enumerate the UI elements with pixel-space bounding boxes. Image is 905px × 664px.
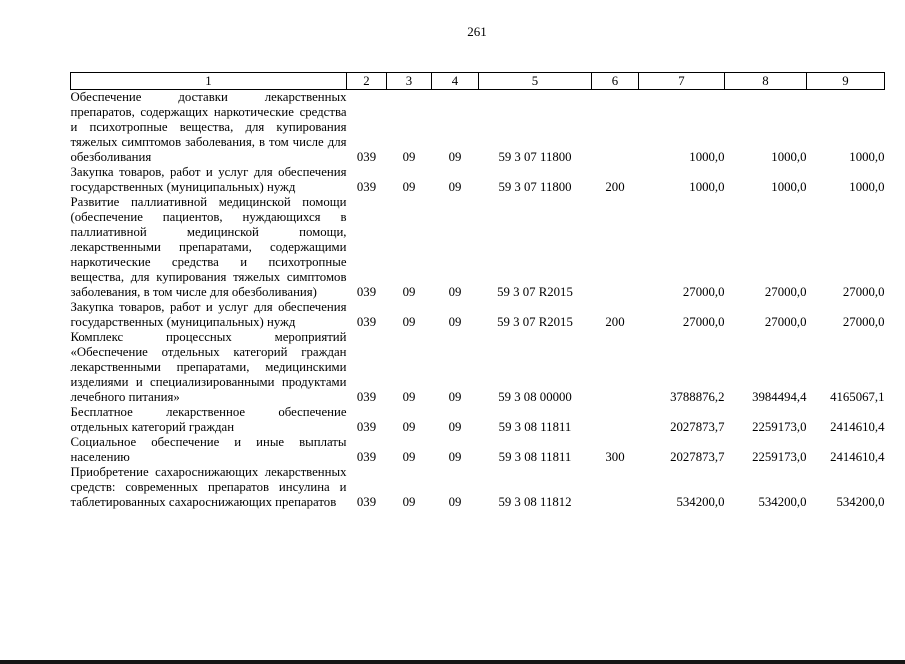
- cell-name: Комплекс процессных мероприятий «Обеспечение отдельных категорий граждан лекарственными препаратами, медицинскими изделиями и специализированными продуктами лечебного питания»: [70, 330, 347, 404]
- table-row: [71, 300, 885, 330]
- cell-expense-type-code: [592, 330, 639, 405]
- cell-subsection-code: 09: [448, 450, 462, 464]
- column-number-cell: 5: [479, 73, 592, 90]
- cell-grbs-code: 039: [356, 420, 377, 434]
- table-header: [71, 73, 885, 90]
- cell-amount-year1: 1000,0: [689, 150, 725, 164]
- cell-amount-year2: 27000,0: [764, 315, 807, 329]
- cell-section-code: 09: [402, 495, 416, 509]
- screenshot-bottom-edge: [0, 660, 905, 664]
- cell-amount-year1: 2027873,7: [670, 450, 725, 464]
- cell-amount-year2: 2259173,0: [752, 450, 807, 464]
- cell-amount-year3: 534200,0: [836, 495, 885, 509]
- cell-section-code: 09: [402, 390, 416, 404]
- cell-amount-year3: 1000,0: [849, 180, 885, 194]
- cell-grbs-code: 039: [356, 390, 377, 404]
- column-number-cell: 1: [71, 73, 347, 90]
- cell-amount-year3: 2414610,4: [830, 420, 885, 434]
- cell-amount-year2: 3984494,4: [752, 390, 807, 404]
- cell-amount-year1: 1000,0: [689, 180, 725, 194]
- document-page: [0, 24, 905, 510]
- cell-name: Бесплатное лекарственное обеспечение отдельных категорий граждан: [70, 405, 347, 434]
- cell-name: Развитие паллиативной медицинской помощи (обеспечение пациентов, нуждающихся в паллиативной медицинской помощи, лекарственными препаратами, содержащими наркотические средства и психотропные вещества, для купирования тяжелых симптомов заболевания, в том числе для обезболивания): [70, 195, 347, 299]
- cell-subsection-code: 09: [448, 150, 462, 164]
- cell-amount-year2: 534200,0: [758, 495, 807, 509]
- column-number-cell: 8: [725, 73, 807, 90]
- cell-amount-year2: 27000,0: [764, 285, 807, 299]
- cell-amount-year3: 27000,0: [842, 285, 885, 299]
- cell-section-code: 09: [402, 150, 416, 164]
- table-row: [71, 435, 885, 465]
- cell-subsection-code: 09: [448, 180, 462, 194]
- cell-name: Обеспечение доставки лекарственных препаратов, содержащих наркотические средства и психотропные вещества, для купирования тяжелых симптомов заболевания, в том числе для обезболивания: [70, 90, 347, 164]
- cell-target-article-code: 59 3 07 R2015: [497, 315, 573, 329]
- cell-section-code: 09: [402, 315, 416, 329]
- cell-grbs-code: 039: [356, 450, 377, 464]
- cell-section-code: 09: [402, 420, 416, 434]
- column-number-cell: 6: [592, 73, 639, 90]
- column-number-row: [71, 73, 885, 90]
- table-row: [71, 165, 885, 195]
- cell-target-article-code: 59 3 08 11811: [498, 450, 572, 464]
- cell-expense-type-code: [592, 405, 639, 435]
- cell-grbs-code: 039: [356, 315, 377, 329]
- cell-name: Социальное обеспечение и иные выплаты населению: [70, 435, 347, 464]
- cell-name: Закупка товаров, работ и услуг для обеспечения государственных (муниципальных) нужд: [70, 300, 347, 329]
- table-row: [71, 330, 885, 405]
- column-number-cell: 9: [807, 73, 885, 90]
- cell-amount-year2: 2259173,0: [752, 420, 807, 434]
- cell-grbs-code: 039: [356, 285, 377, 299]
- cell-target-article-code: 59 3 07 R2015: [497, 285, 573, 299]
- cell-amount-year3: 4165067,1: [830, 390, 885, 404]
- cell-subsection-code: 09: [448, 390, 462, 404]
- cell-section-code: 09: [402, 180, 416, 194]
- cell-amount-year2: 1000,0: [771, 180, 807, 194]
- cell-expense-type-code: [592, 90, 639, 166]
- table-row: [71, 90, 885, 166]
- cell-amount-year2: 1000,0: [771, 150, 807, 164]
- cell-name: Приобретение сахароснижающих лекарственных средств: современных препаратов инсулина и таблетированных сахароснижающих препаратов: [70, 465, 347, 509]
- cell-amount-year1: 534200,0: [676, 495, 725, 509]
- cell-target-article-code: 59 3 07 11800: [498, 150, 572, 164]
- cell-target-article-code: 59 3 08 11812: [498, 495, 572, 509]
- table-row: [71, 465, 885, 510]
- cell-expense-type-code: [592, 465, 639, 510]
- cell-amount-year3: 1000,0: [849, 150, 885, 164]
- cell-amount-year1: 27000,0: [682, 285, 725, 299]
- column-number-cell: 4: [432, 73, 479, 90]
- cell-target-article-code: 59 3 07 11800: [498, 180, 572, 194]
- column-number-cell: 2: [347, 73, 387, 90]
- cell-amount-year1: 3788876,2: [670, 390, 725, 404]
- cell-expense-type-code: 200: [605, 180, 625, 194]
- cell-grbs-code: 039: [356, 150, 377, 164]
- table-row: [71, 195, 885, 300]
- table-body: [71, 90, 885, 511]
- cell-name: Закупка товаров, работ и услуг для обеспечения государственных (муниципальных) нужд: [70, 165, 347, 194]
- page-number: 261: [467, 24, 487, 39]
- cell-subsection-code: 09: [448, 495, 462, 509]
- cell-amount-year3: 2414610,4: [830, 450, 885, 464]
- cell-amount-year3: 27000,0: [842, 315, 885, 329]
- cell-expense-type-code: [592, 195, 639, 300]
- cell-subsection-code: 09: [448, 315, 462, 329]
- cell-target-article-code: 59 3 08 00000: [498, 390, 572, 404]
- cell-target-article-code: 59 3 08 11811: [498, 420, 572, 434]
- cell-amount-year1: 2027873,7: [670, 420, 725, 434]
- cell-section-code: 09: [402, 450, 416, 464]
- column-number-cell: 3: [387, 73, 432, 90]
- cell-grbs-code: 039: [356, 495, 377, 509]
- cell-amount-year1: 27000,0: [682, 315, 725, 329]
- cell-expense-type-code: 300: [605, 450, 625, 464]
- cell-expense-type-code: 200: [605, 315, 625, 329]
- table-row: [71, 405, 885, 435]
- cell-subsection-code: 09: [448, 285, 462, 299]
- cell-grbs-code: 039: [356, 180, 377, 194]
- budget-table: [70, 72, 885, 510]
- cell-section-code: 09: [402, 285, 416, 299]
- column-number-cell: 7: [639, 73, 725, 90]
- cell-subsection-code: 09: [448, 420, 462, 434]
